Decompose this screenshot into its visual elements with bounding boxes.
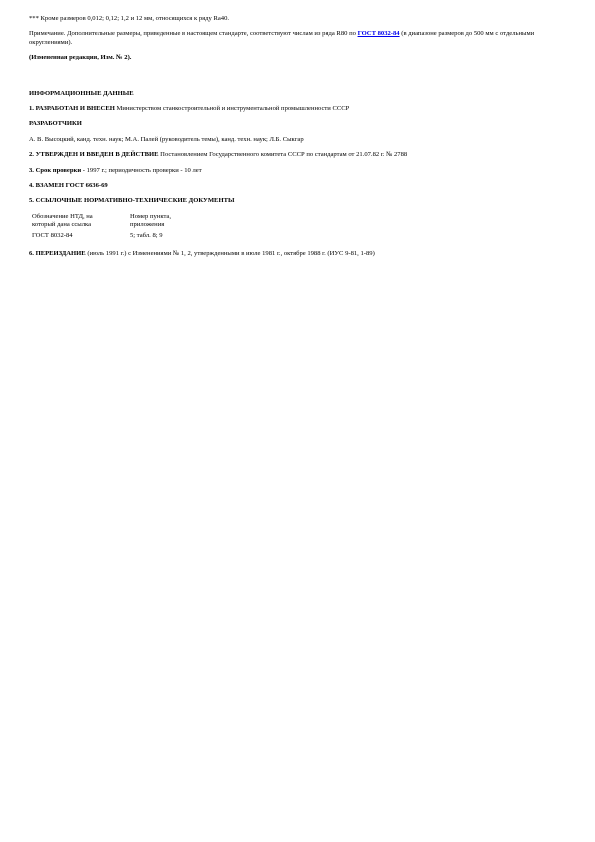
item-1-text: Министерством станкостроительной и инструментальной промышленности СССР — [114, 105, 350, 113]
info-heading: ИНФОРМАЦИОННЫЕ ДАННЫЕ — [29, 89, 134, 97]
developers-label: РАЗРАБОТЧИКИ — [29, 120, 82, 128]
note-paragraph — [29, 30, 561, 47]
item-6 — [29, 250, 561, 258]
item-2 — [29, 151, 561, 159]
item-4: 4. ВЗАМЕН ГОСТ 6636-69 — [29, 182, 108, 190]
document-page — [29, 15, 561, 266]
table-row — [32, 232, 202, 242]
item-2-label: 2. УТВЕРЖДЕН И ВВЕДЕН В ДЕЙСТВИЕ — [29, 151, 159, 159]
item-1 — [29, 105, 561, 113]
item-1-label: 1. РАЗРАБОТАН И ВНЕСЕН — [29, 105, 115, 113]
developers-text: А. В. Высоцкий, канд. техн. наук; М.А. Палей (руководитель темы), канд. техн. наук; Л.Б. Сыкгар — [29, 135, 304, 143]
item-3-label: 3. Срок проверки — [29, 166, 82, 174]
header-doc-designation: Обозначение НТД, на который дана ссылка — [32, 212, 93, 229]
edition-note: (Измененная редакция, Изм. № 2). — [29, 54, 132, 62]
gost-8032-84-link[interactable]: ГОСТ 8032-84 — [357, 30, 400, 38]
table-header-row — [32, 213, 202, 232]
item-3 — [29, 167, 561, 175]
item-3-text: - 1997 г.; периодичность проверки - 10 лет — [81, 166, 202, 174]
header-clause-number: Номер пункта, приложения — [130, 212, 171, 229]
references-table — [32, 213, 202, 242]
row-doc: ГОСТ 8032-84 — [32, 231, 73, 239]
item-6-label: 6. ПЕРЕИЗДАНИЕ — [29, 250, 86, 258]
note-text: Примечание. Дополнительные размеры, приведенные в настоящем стандарте, соответствуют числам из ряда R80 по — [29, 30, 358, 38]
item-5: 5. ССЫЛОЧНЫЕ НОРМАТИВНО-ТЕХНИЧЕСКИЕ ДОКУМЕНТЫ — [29, 197, 235, 205]
row-clause: 5; табл. 8; 9 — [130, 231, 163, 239]
note-text-tail: (в диапазоне размеров до 500 мм с отдельными округлениями). — [29, 30, 535, 46]
footnote: *** Кроме размеров 0,012; 0,12; 1,2 и 12 мм, относящихся к ряду Ra40. — [29, 15, 230, 22]
item-2-text: Постановлением Государственного комитета СССР по стандартам от 21.07.82 г. № 2788 — [158, 151, 408, 159]
item-6-text: (июль 1991 г.) с Изменениями № 1, 2, утвержденными в июле 1981 г., октябре 1988 г. (ИУС 9-81, 1-89) — [85, 250, 375, 258]
